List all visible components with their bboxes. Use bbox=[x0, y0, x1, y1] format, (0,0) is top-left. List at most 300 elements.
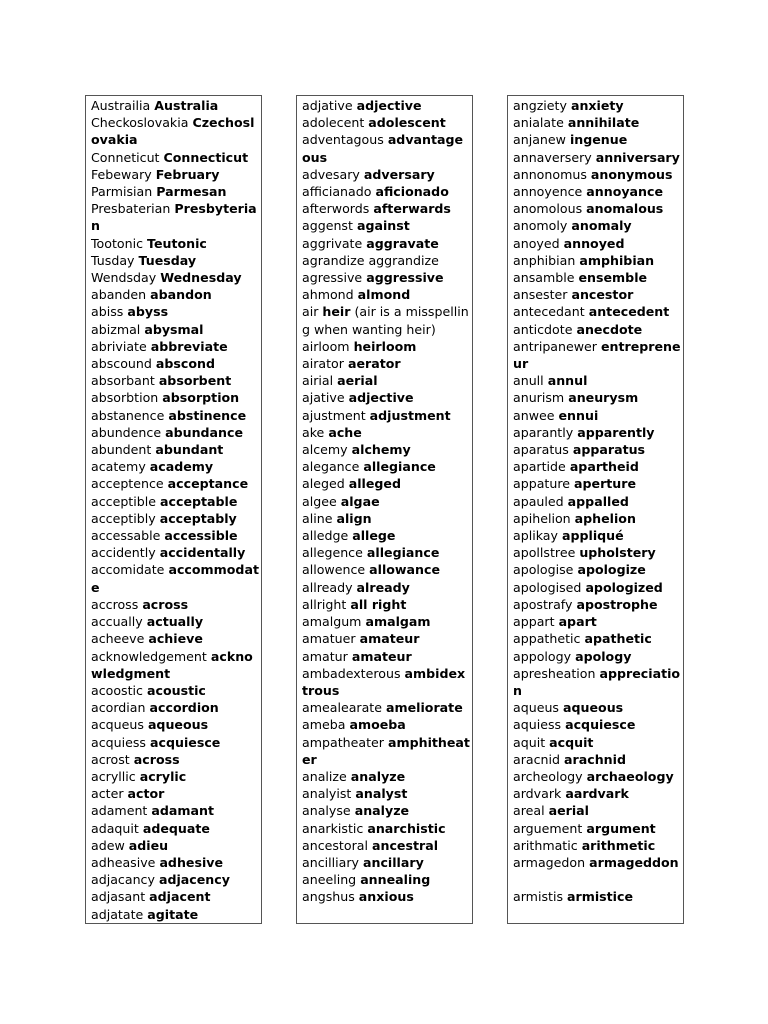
misspelling: annaversery bbox=[513, 149, 592, 165]
word-entry bbox=[91, 389, 259, 406]
correct-spelling: ancestor bbox=[571, 287, 634, 303]
word-entry bbox=[513, 699, 681, 716]
word-entry bbox=[513, 149, 681, 166]
correct-spelling: ancillary bbox=[362, 854, 424, 870]
misspelling: algee bbox=[302, 493, 337, 509]
correct-spelling: amphibian bbox=[579, 252, 655, 268]
word-entry bbox=[91, 372, 259, 389]
misspelling: Checkoslovakia bbox=[91, 115, 189, 131]
misspelling: abanden bbox=[91, 287, 147, 303]
correct-spelling: adversary bbox=[363, 166, 435, 182]
misspelling: adjatate bbox=[91, 906, 144, 922]
correct-spelling: aphelion bbox=[574, 510, 636, 526]
word-entry bbox=[302, 458, 470, 475]
misspelling: anomoly bbox=[513, 218, 568, 234]
correct-spelling: aqueous bbox=[563, 700, 624, 716]
correct-spelling: across bbox=[142, 596, 189, 612]
correct-spelling: apology bbox=[575, 648, 632, 664]
correct-spelling: appalled bbox=[567, 493, 629, 509]
correct-spelling: abundant bbox=[155, 442, 224, 458]
word-entry bbox=[91, 768, 259, 785]
misspelling: ameba bbox=[302, 717, 346, 733]
word-entry bbox=[513, 734, 681, 751]
correct-spelling: appreciation bbox=[513, 665, 681, 698]
word-entry bbox=[302, 338, 470, 355]
misspelling: ampatheater bbox=[302, 734, 384, 750]
correct-spelling: apartheid bbox=[569, 459, 639, 475]
word-entry bbox=[91, 441, 259, 458]
misspelling: amalgum bbox=[302, 614, 362, 630]
word-entry bbox=[513, 97, 681, 114]
correct-spelling: abundance bbox=[165, 424, 244, 440]
misspelling: acordian bbox=[91, 700, 146, 716]
correct-spelling: aerial bbox=[548, 803, 589, 819]
word-entry bbox=[513, 458, 681, 475]
misspelling: angziety bbox=[513, 98, 567, 113]
correct-spelling: abandon bbox=[150, 287, 212, 303]
correct-spelling: argument bbox=[586, 820, 656, 836]
misspelling: adament bbox=[91, 803, 148, 819]
misspelling: airial bbox=[302, 373, 334, 389]
correct-spelling: analyst bbox=[355, 786, 408, 802]
correct-spelling: anxiety bbox=[570, 98, 624, 113]
misspelling: adew bbox=[91, 837, 125, 853]
misspelling: Tootonic bbox=[91, 235, 144, 251]
word-entry bbox=[302, 871, 470, 888]
correct-spelling: absorbent bbox=[158, 373, 232, 389]
correct-spelling: afterwards bbox=[373, 201, 451, 217]
word-entry bbox=[513, 131, 681, 148]
word-entry bbox=[513, 235, 681, 252]
correct-spelling: anxious bbox=[358, 889, 414, 905]
correct-spelling: aardvark bbox=[565, 786, 629, 802]
misspelling: apologised bbox=[513, 579, 582, 595]
misspelling: angshus bbox=[302, 889, 355, 905]
word-entry bbox=[513, 871, 681, 888]
correct-spelling: amoeba bbox=[349, 717, 406, 733]
word-entry bbox=[302, 269, 470, 286]
word-entry bbox=[302, 544, 470, 561]
correct-spelling: arachnid bbox=[564, 751, 626, 767]
misspelling: acquiess bbox=[91, 734, 146, 750]
misspelling: allready bbox=[302, 579, 353, 595]
correct-spelling: acoustic bbox=[147, 682, 206, 698]
misspelling: apartide bbox=[513, 459, 566, 475]
correct-spelling: abbreviate bbox=[150, 338, 228, 354]
misspelling: abizmal bbox=[91, 321, 141, 337]
misspelling: acrost bbox=[91, 751, 130, 767]
misspelling: abriviate bbox=[91, 338, 147, 354]
misspelling: arithmatic bbox=[513, 837, 578, 853]
misspelling: adjasant bbox=[91, 889, 146, 905]
word-entry bbox=[302, 355, 470, 372]
word-entry bbox=[302, 286, 470, 303]
correct-spelling: amphitheater bbox=[302, 734, 470, 767]
word-entry bbox=[513, 475, 681, 492]
word-column-1 bbox=[85, 95, 262, 924]
misspelling: aquit bbox=[513, 734, 546, 750]
misspelling: accomidate bbox=[91, 562, 165, 578]
correct-spelling: ameliorate bbox=[386, 700, 463, 716]
word-entry bbox=[302, 252, 470, 269]
misspelling: apauled bbox=[513, 493, 564, 509]
misspelling: arguement bbox=[513, 820, 583, 836]
word-entry bbox=[513, 407, 681, 424]
word-entry bbox=[513, 303, 681, 320]
word-entry bbox=[302, 235, 470, 252]
word-entry bbox=[513, 338, 681, 372]
misspelling: amatuer bbox=[302, 631, 356, 647]
misspelling: accross bbox=[91, 596, 139, 612]
word-entry bbox=[302, 217, 470, 234]
word-entry bbox=[302, 166, 470, 183]
misspelling: aqueus bbox=[513, 700, 559, 716]
correct-spelling: abysmal bbox=[144, 321, 204, 337]
word-entry bbox=[302, 441, 470, 458]
misspelling: apresheation bbox=[513, 665, 596, 681]
correct-spelling: adequate bbox=[142, 820, 210, 836]
word-entry bbox=[513, 286, 681, 303]
word-entry bbox=[513, 561, 681, 578]
correct-spelling: adieu bbox=[128, 837, 169, 853]
misspelling: acknowledgement bbox=[91, 648, 207, 664]
word-entry bbox=[302, 734, 470, 768]
word-entry bbox=[91, 527, 259, 544]
correct-spelling: accessible bbox=[164, 528, 238, 544]
misspelling: anarkistic bbox=[302, 820, 364, 836]
correct-spelling: ingenue bbox=[569, 132, 628, 148]
correct-spelling: Presbyterian bbox=[91, 201, 257, 234]
word-entry bbox=[513, 389, 681, 406]
correct-spelling: archaeology bbox=[586, 768, 674, 784]
word-entry bbox=[513, 837, 681, 854]
correct-spelling: adhesive bbox=[159, 854, 224, 870]
misspelling: antecedant bbox=[513, 304, 585, 320]
correct-spelling: algae bbox=[340, 493, 380, 509]
word-entry bbox=[302, 183, 470, 200]
correct-spelling: achieve bbox=[148, 631, 203, 647]
misspelling: apollstree bbox=[513, 545, 576, 561]
misspelling: archeology bbox=[513, 768, 583, 784]
correct-spelling: ache bbox=[328, 424, 362, 440]
word-entry bbox=[302, 493, 470, 510]
misspelling: appathetic bbox=[513, 631, 581, 647]
correct-spelling: amateur bbox=[359, 631, 420, 647]
misspelling: amealearate bbox=[302, 700, 382, 716]
misspelling: agressive bbox=[302, 270, 363, 286]
word-entry bbox=[302, 389, 470, 406]
correct-spelling: advantageous bbox=[302, 132, 464, 165]
word-entry bbox=[91, 871, 259, 888]
misspelling: Austrailia bbox=[91, 98, 151, 113]
correct-spelling: antecedent bbox=[588, 304, 670, 320]
word-entry bbox=[513, 888, 681, 905]
word-entry bbox=[91, 630, 259, 647]
word-entry bbox=[302, 699, 470, 716]
word-entry bbox=[513, 321, 681, 338]
word-entry bbox=[513, 785, 681, 802]
misspelling: allowence bbox=[302, 562, 366, 578]
word-entry bbox=[513, 579, 681, 596]
correct-spelling: aqueous bbox=[147, 717, 209, 733]
correct-spelling: acceptance bbox=[167, 476, 249, 492]
misspelling: Conneticut bbox=[91, 149, 160, 165]
misspelling: Parmisian bbox=[91, 184, 153, 200]
correct-spelling: upholstery bbox=[579, 545, 656, 561]
misspelling: Febewary bbox=[91, 166, 152, 182]
misspelling: aline bbox=[302, 510, 333, 526]
word-entry bbox=[513, 820, 681, 837]
correct-spelling: anomalous bbox=[586, 201, 664, 217]
correct-spelling: aneurysm bbox=[568, 390, 639, 406]
misspelling: ardvark bbox=[513, 786, 562, 802]
misspelling: absorbant bbox=[91, 373, 155, 389]
correct-spelling: across bbox=[133, 751, 180, 767]
word-entry bbox=[513, 751, 681, 768]
correct-spelling: apologized bbox=[585, 579, 663, 595]
misspelling: anoyed bbox=[513, 235, 560, 251]
misspelling: amatur bbox=[302, 648, 348, 664]
misspelling: afterwords bbox=[302, 201, 370, 217]
misspelling: anurism bbox=[513, 390, 565, 406]
word-entry bbox=[91, 303, 259, 320]
word-entry bbox=[91, 544, 259, 561]
misspelling: abundence bbox=[91, 424, 162, 440]
misspelling: ahmond bbox=[302, 287, 354, 303]
correct-spelling: against bbox=[356, 218, 410, 234]
misspelling: aparatus bbox=[513, 442, 569, 458]
correct-spelling: ensemble bbox=[578, 270, 648, 286]
misspelling: analize bbox=[302, 768, 347, 784]
misspelling: acceptence bbox=[91, 476, 164, 492]
misspelling: aneeling bbox=[302, 872, 357, 888]
misspelling: acheeve bbox=[91, 631, 145, 647]
word-entry bbox=[91, 561, 259, 595]
word-entry bbox=[91, 854, 259, 871]
misspelling: alcemy bbox=[302, 442, 348, 458]
word-entry bbox=[302, 561, 470, 578]
word-entry bbox=[91, 407, 259, 424]
word-entry bbox=[302, 802, 470, 819]
correct-spelling: February bbox=[155, 166, 220, 182]
correct-spelling: alchemy bbox=[351, 442, 411, 458]
correct-spelling: anarchistic bbox=[367, 820, 446, 836]
correct-spelling: almond bbox=[357, 287, 411, 303]
misspelling: abstanence bbox=[91, 407, 165, 423]
word-entry bbox=[513, 596, 681, 613]
correct-spelling: adjective bbox=[356, 98, 422, 113]
word-entry bbox=[302, 630, 470, 647]
correct-spelling: accordion bbox=[149, 700, 219, 716]
correct-spelling: anonymous bbox=[590, 166, 673, 182]
word-entry bbox=[302, 579, 470, 596]
word-entry bbox=[91, 493, 259, 510]
word-entry bbox=[91, 596, 259, 613]
word-entry bbox=[302, 820, 470, 837]
misspelling: analyist bbox=[302, 786, 352, 802]
misspelling: adaquit bbox=[91, 820, 139, 836]
correct-spelling: already bbox=[356, 579, 410, 595]
misspelling: airloom bbox=[302, 338, 350, 354]
word-entry bbox=[513, 854, 681, 871]
word-entry bbox=[91, 613, 259, 630]
correct-spelling: anniversary bbox=[595, 149, 680, 165]
misspelling: areal bbox=[513, 803, 545, 819]
word-entry bbox=[91, 475, 259, 492]
word-entry bbox=[302, 527, 470, 544]
correct-spelling: adamant bbox=[151, 803, 215, 819]
correct-spelling: abscond bbox=[155, 356, 215, 372]
misspelling: acryllic bbox=[91, 768, 136, 784]
misspelling: apihelion bbox=[513, 510, 571, 526]
misspelling: ake bbox=[302, 424, 325, 440]
word-entry bbox=[513, 716, 681, 733]
correct-spelling: Connecticut bbox=[163, 149, 249, 165]
misspelling: adolecent bbox=[302, 115, 365, 131]
word-entry bbox=[91, 888, 259, 905]
word-entry bbox=[513, 613, 681, 630]
misspelling: apologise bbox=[513, 562, 574, 578]
word-entry bbox=[302, 475, 470, 492]
correct-spelling: allegiance bbox=[363, 459, 436, 475]
misspelling: anomolous bbox=[513, 201, 583, 217]
misspelling: abscound bbox=[91, 356, 152, 372]
word-entry bbox=[91, 97, 259, 114]
correct-spelling: anecdote bbox=[576, 321, 643, 337]
misspelling: armistis bbox=[513, 889, 563, 905]
word-entry bbox=[302, 837, 470, 854]
correct-spelling: aficionado bbox=[375, 184, 449, 200]
word-entry bbox=[302, 510, 470, 527]
misspelling: ambadexterous bbox=[302, 665, 401, 681]
word-entry bbox=[302, 716, 470, 733]
correct-spelling: acquit bbox=[549, 734, 594, 750]
correct-spelling: Tuesday bbox=[138, 252, 197, 268]
correct-spelling: apathetic bbox=[584, 631, 652, 647]
word-entry bbox=[513, 166, 681, 183]
misspelling: absorbtion bbox=[91, 390, 159, 406]
word-entry bbox=[302, 854, 470, 871]
misspelling: anticdote bbox=[513, 321, 573, 337]
word-entry bbox=[513, 183, 681, 200]
correct-spelling: acceptably bbox=[159, 510, 237, 526]
correct-spelling: align bbox=[336, 510, 372, 526]
correct-spelling: anomaly bbox=[571, 218, 632, 234]
word-entry bbox=[91, 338, 259, 355]
word-entry bbox=[302, 200, 470, 217]
word-entry bbox=[302, 768, 470, 785]
word-entry bbox=[302, 114, 470, 131]
word-entry bbox=[91, 235, 259, 252]
correct-spelling: all right bbox=[350, 596, 407, 612]
misspelling: acceptible bbox=[91, 493, 156, 509]
misspelling: acqueus bbox=[91, 717, 144, 733]
correct-spelling: annihilate bbox=[567, 115, 640, 131]
misspelling: analyse bbox=[302, 803, 351, 819]
misspelling: alegance bbox=[302, 459, 360, 475]
correct-spelling: accidentally bbox=[159, 545, 246, 561]
misspelling: annonomus bbox=[513, 166, 587, 182]
correct-spelling: Czechoslovakia bbox=[91, 115, 255, 148]
correct-spelling: actor bbox=[127, 786, 165, 802]
word-entry bbox=[513, 252, 681, 269]
correct-spelling: actually bbox=[146, 614, 204, 630]
correct-spelling: arithmetic bbox=[581, 837, 656, 853]
word-entry bbox=[513, 217, 681, 234]
misspelling: acter bbox=[91, 786, 124, 802]
word-entry bbox=[91, 510, 259, 527]
correct-spelling: annoyance bbox=[586, 184, 664, 200]
word-column-3 bbox=[507, 95, 684, 924]
misspelling: accidently bbox=[91, 545, 156, 561]
misspelling: ansester bbox=[513, 287, 568, 303]
misspelling: adjative bbox=[302, 98, 353, 113]
correct-spelling: aggravate bbox=[366, 235, 439, 251]
misspelling: agrandize aggrandize bbox=[302, 252, 439, 268]
correct-spelling: ancestral bbox=[372, 837, 439, 853]
word-entry bbox=[302, 424, 470, 441]
correct-spelling: apart bbox=[558, 614, 597, 630]
misspelling: anwee bbox=[513, 407, 555, 423]
correct-spelling: entrepreneur bbox=[513, 338, 681, 372]
word-entry bbox=[302, 97, 470, 114]
word-entry bbox=[513, 200, 681, 217]
word-entry bbox=[513, 527, 681, 544]
misspelling: anialate bbox=[513, 115, 564, 131]
misspelling: annoyence bbox=[513, 184, 583, 200]
word-entry bbox=[513, 630, 681, 647]
word-entry bbox=[91, 355, 259, 372]
correct-spelling: aerial bbox=[337, 373, 378, 389]
misspelling: aggrivate bbox=[302, 235, 363, 251]
misspelling: appology bbox=[513, 648, 572, 664]
correct-spelling: alleged bbox=[348, 476, 401, 492]
misspelling: abiss bbox=[91, 304, 124, 320]
correct-spelling: armageddon bbox=[589, 854, 679, 870]
word-entry bbox=[302, 665, 470, 699]
word-entry bbox=[302, 613, 470, 630]
word-entry bbox=[91, 149, 259, 166]
misspelling: adjacancy bbox=[91, 872, 155, 888]
misspelling: ajative bbox=[302, 390, 345, 406]
misspelling: aquiess bbox=[513, 717, 562, 733]
misspelling: appart bbox=[513, 614, 555, 630]
word-entry bbox=[91, 200, 259, 234]
correct-spelling: apparatus bbox=[572, 442, 646, 458]
misspelling: ancilliary bbox=[302, 854, 359, 870]
word-entry bbox=[91, 114, 259, 148]
misspelling: aracnid bbox=[513, 751, 561, 767]
word-entry bbox=[302, 131, 470, 165]
word-entry bbox=[91, 252, 259, 269]
word-entry bbox=[302, 648, 470, 665]
word-entry bbox=[513, 510, 681, 527]
word-entry bbox=[513, 269, 681, 286]
correct-spelling: appliqué bbox=[561, 528, 624, 544]
misspelling: anphibian bbox=[513, 252, 576, 268]
misspelling: accessable bbox=[91, 528, 161, 544]
correct-spelling: adjustment bbox=[369, 407, 451, 423]
misspelling: Presbaterian bbox=[91, 201, 171, 217]
misspelling: acoostic bbox=[91, 682, 143, 698]
word-entry bbox=[302, 303, 470, 337]
misspelling: apostrafy bbox=[513, 596, 573, 612]
misspelling: ajustment bbox=[302, 407, 366, 423]
misspelling: armagedon bbox=[513, 854, 586, 870]
word-entry bbox=[513, 493, 681, 510]
word-entry bbox=[91, 716, 259, 733]
word-entry bbox=[513, 802, 681, 819]
